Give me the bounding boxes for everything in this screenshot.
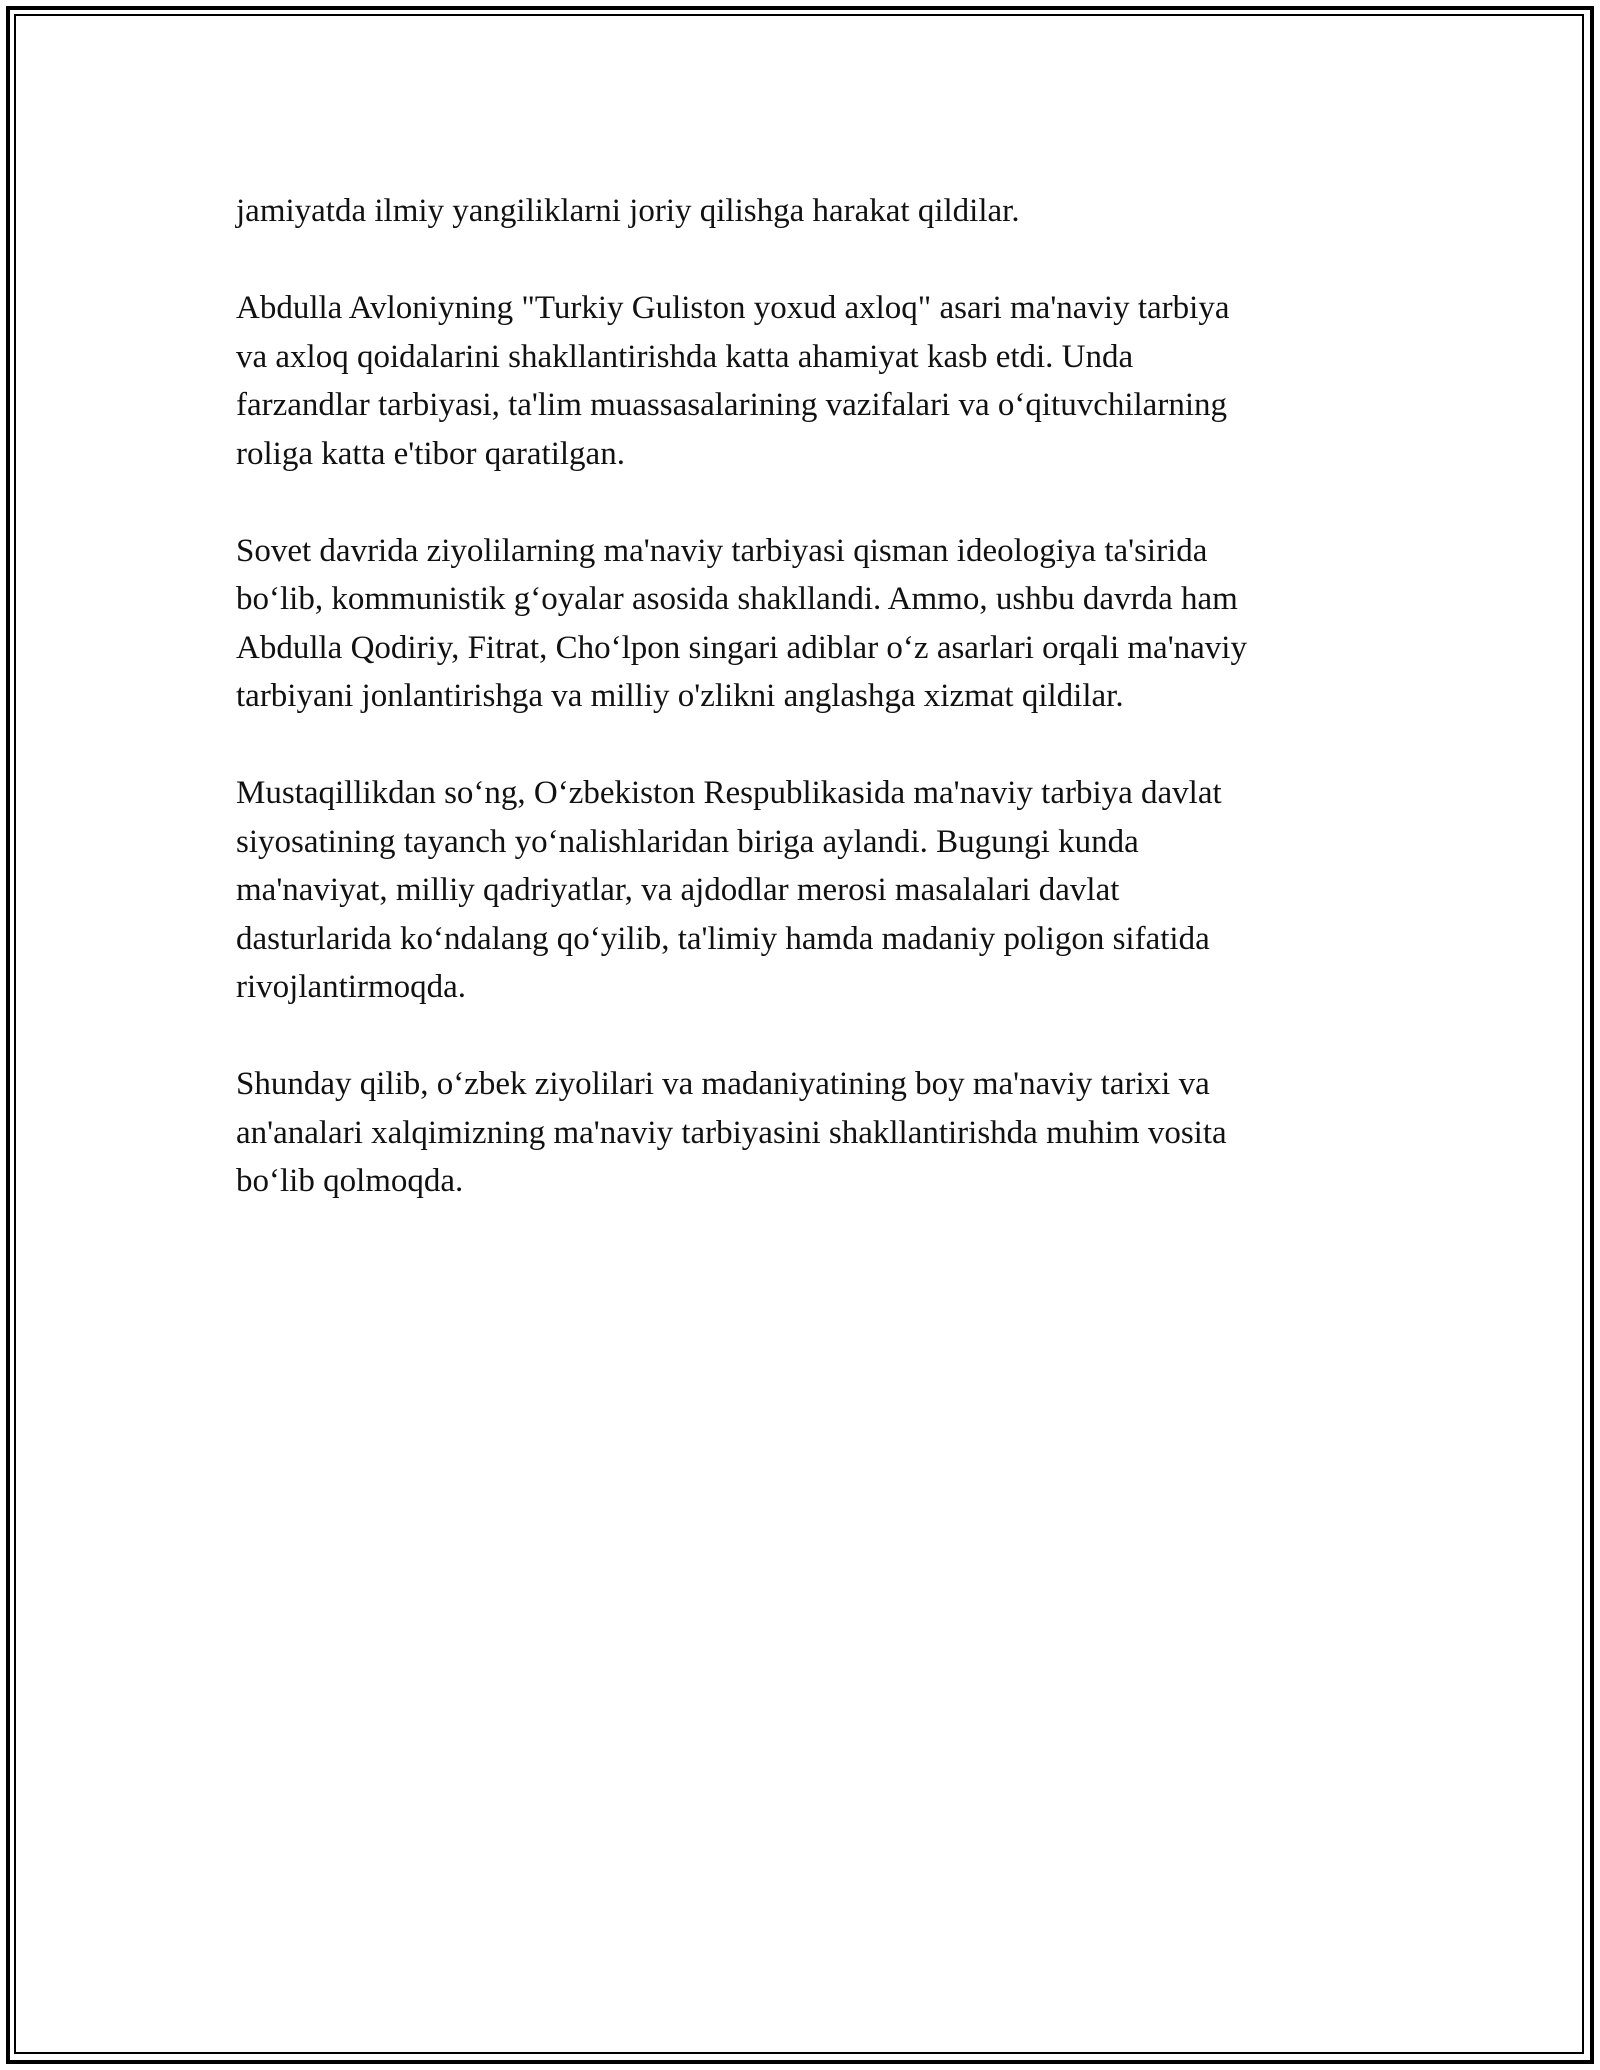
paragraph-3 — [236, 527, 1376, 721]
text-line: an'analari xalqimizning ma'naviy tarbiyasini shakllantirishda muhim vosita — [236, 1114, 1227, 1151]
text-line: siyosatining tayanch yo‘nalishlaridan biriga aylandi. Bugungi kunda — [236, 823, 1139, 860]
text-line: Abdulla Avloniyning "Turkiy Guliston yoxud axloq" asari ma'naviy tarbiya — [236, 290, 1230, 326]
text-line: Shunday qilib, o‘zbek ziyolilari va madaniyatining boy ma'naviy tarixi va — [236, 1066, 1210, 1102]
text-line: bo‘lib qolmoqda. — [236, 1163, 464, 1199]
text-line: rivojlantirmoqda. — [236, 969, 467, 1005]
paragraph-1 — [236, 187, 1376, 236]
text-line: Sovet davrida ziyolilarning ma'naviy tarbiyasi qisman ideologiya ta'sirida — [236, 532, 1208, 569]
text-line: bo‘lib, kommunistik g‘oyalar asosida shakllandi. Ammo, ushbu davrda ham — [236, 581, 1238, 617]
paragraph-5 — [236, 1060, 1376, 1206]
paragraph-4 — [236, 769, 1376, 1012]
text-line: roliga katta e'tibor qaratilgan. — [236, 435, 625, 472]
text-line: ma'naviyat, milliy qadriyatlar, va ajdodlar merosi masalalari davlat — [236, 872, 1120, 908]
text-line: va axloq qoidalarini shakllantirishda katta ahamiyat kasb etdi. Unda — [236, 338, 1134, 375]
text-line: tarbiyani jonlantirishga va milliy o'zlikni anglashga xizmat qildilar. — [236, 678, 1124, 714]
document-body — [236, 187, 1376, 1206]
text-line: Mustaqillikdan so‘ng, O‘zbekiston Respublikasida ma'naviy tarbiya davlat — [236, 775, 1222, 811]
text-line: farzandlar tarbiyasi, ta'lim muassasalarining vazifalari va o‘qituvchilarning — [236, 387, 1227, 423]
paragraph-2 — [236, 284, 1376, 478]
text-line: jamiyatda ilmiy yangiliklarni joriy qilishga harakat qildilar. — [236, 193, 1020, 229]
text-line: Abdulla Qodiriy, Fitrat, Cho‘lpon singari adiblar o‘z asarlari orqali ma'naviy — [236, 629, 1247, 666]
text-line: dasturlarida ko‘ndalang qo‘yilib, ta'limiy hamda madaniy poligon sifatida — [236, 920, 1210, 957]
